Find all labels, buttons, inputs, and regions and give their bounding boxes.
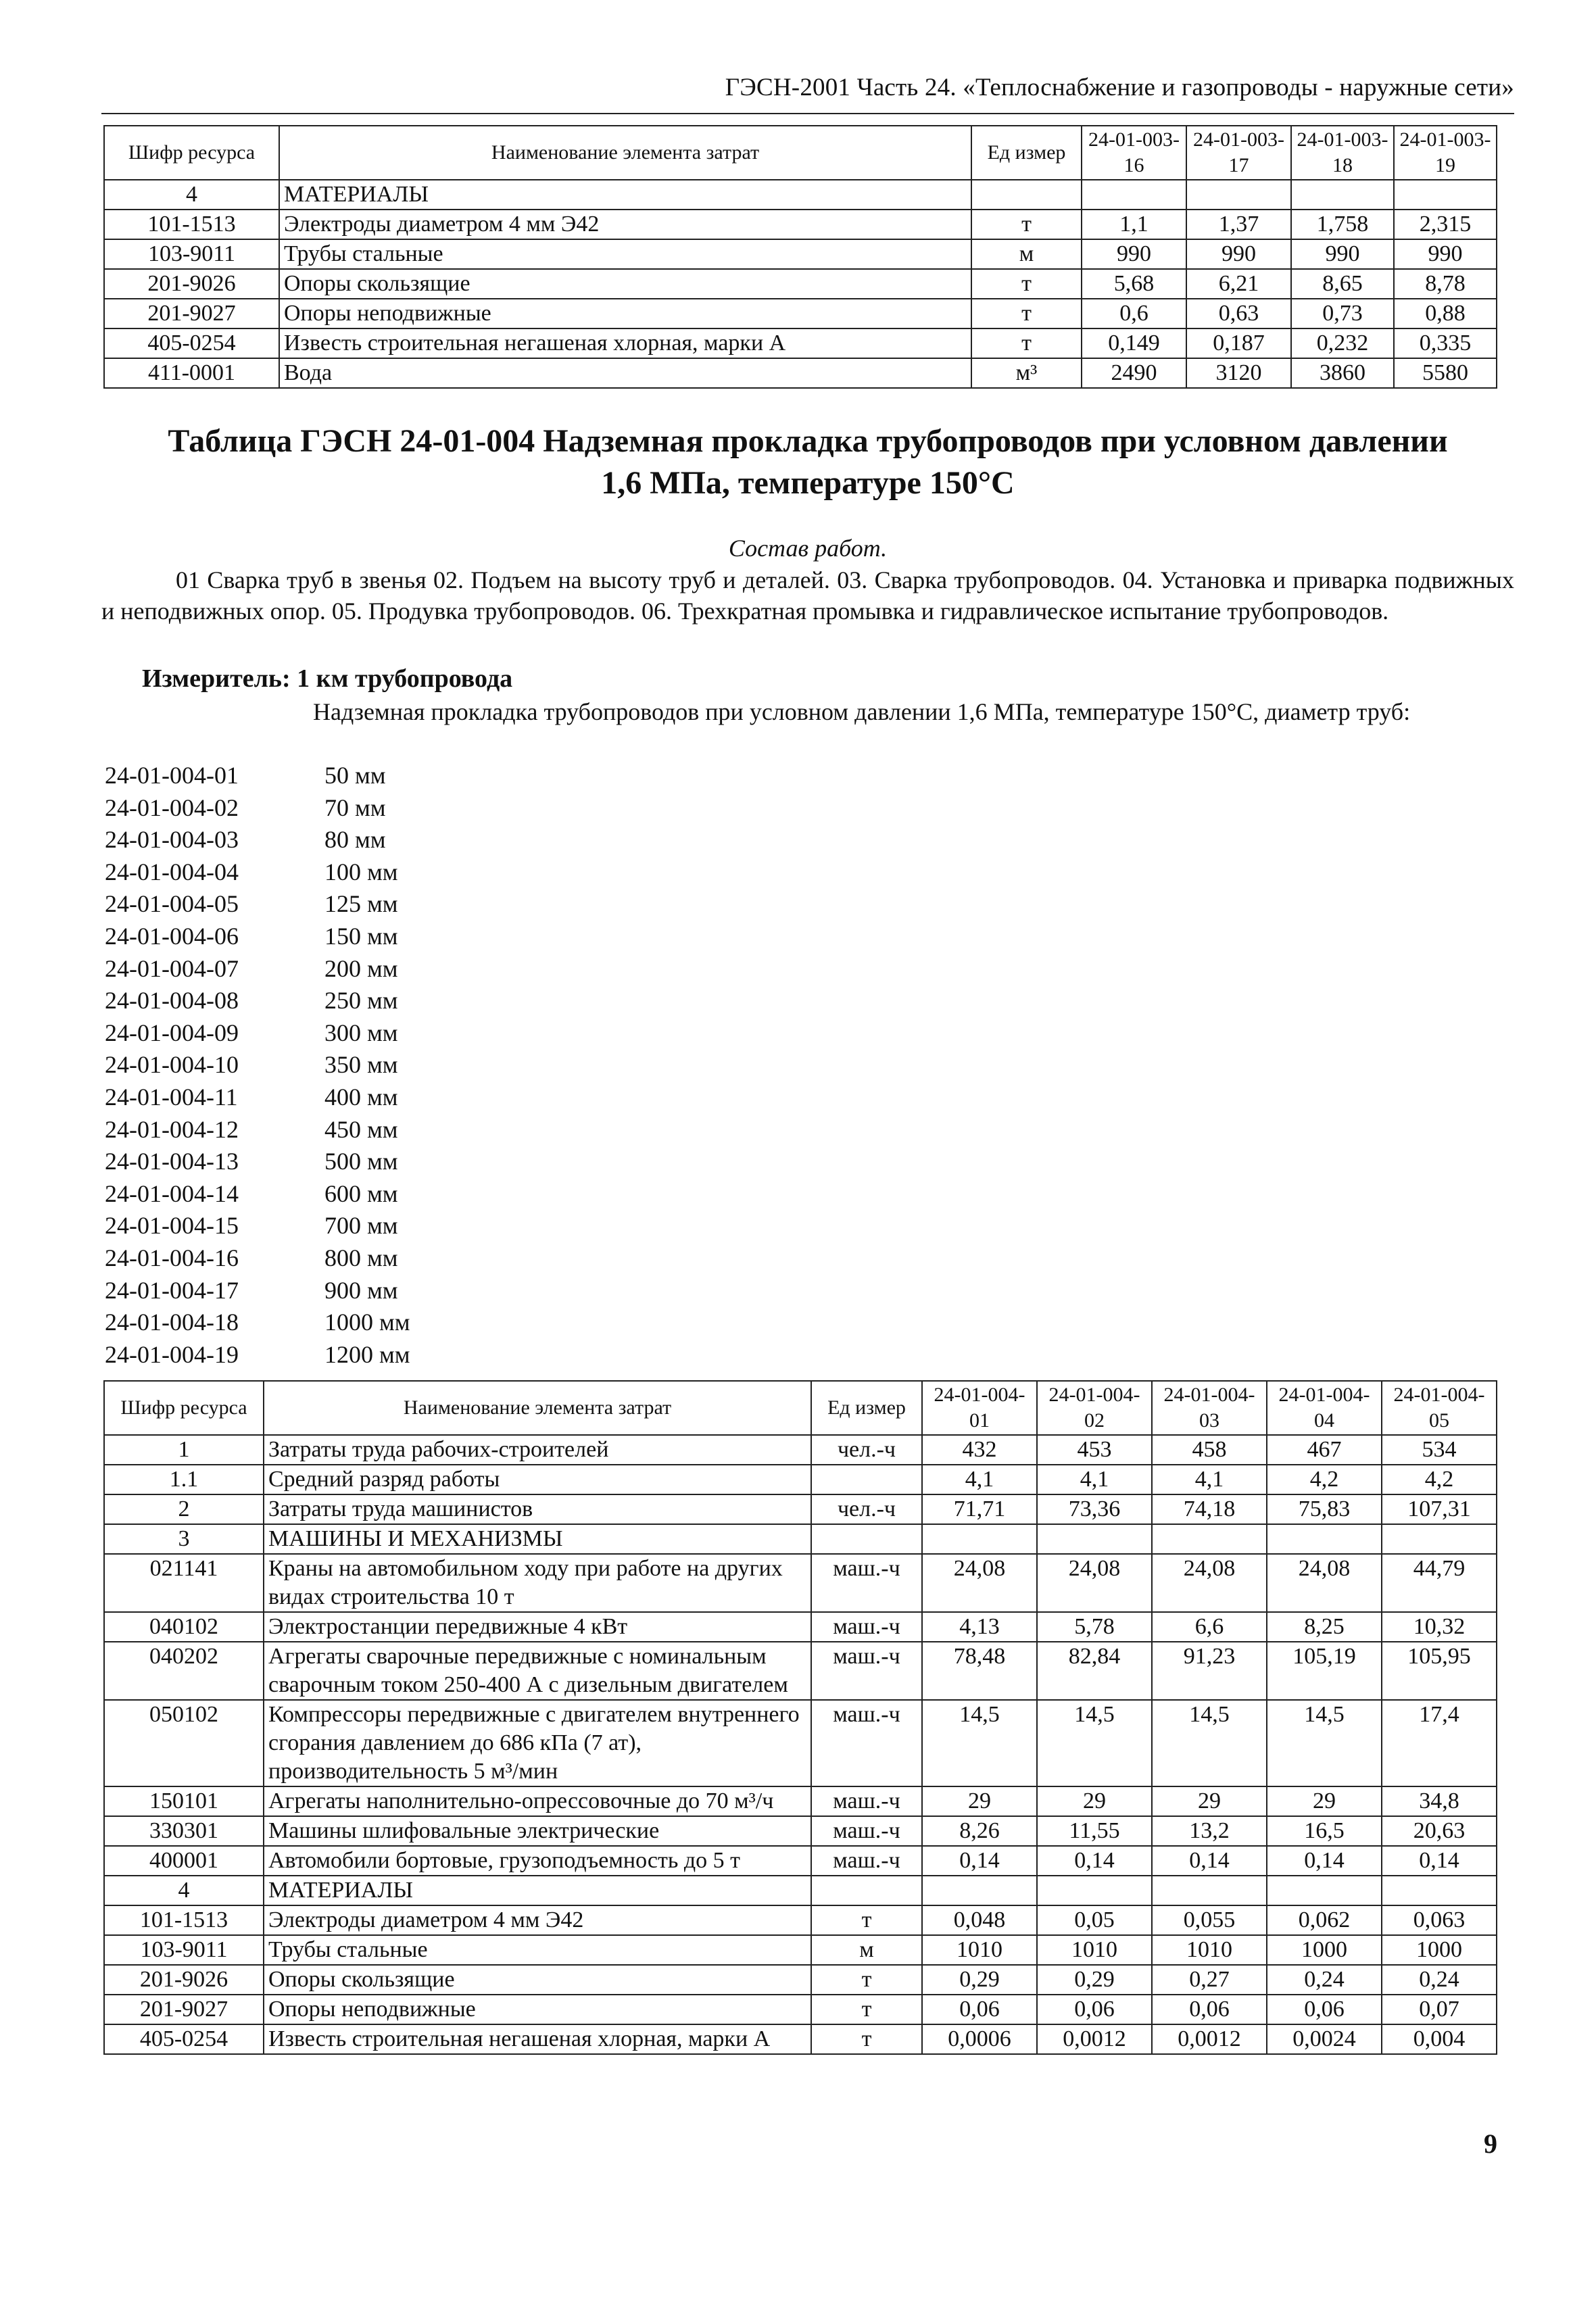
cell-code: 405-0254 [104, 328, 279, 358]
cell-value: 0,063 [1382, 1905, 1497, 1935]
cell-value: 0,24 [1267, 1965, 1382, 1995]
header-col: 24-01-003-18 [1291, 126, 1394, 180]
cell-code: 1.1 [104, 1465, 264, 1494]
cell-unit: маш.-ч [811, 1816, 922, 1846]
code-row [105, 985, 410, 1017]
cell-value [1152, 1524, 1267, 1554]
pipe-diameter: 50 мм [324, 762, 386, 789]
cell-value: 0,63 [1186, 299, 1291, 328]
table-row [104, 328, 1497, 358]
header-unit: Ед измер [811, 1381, 922, 1435]
cell-name: Автомобили бортовые, грузоподъемность до 5 т [264, 1846, 811, 1876]
code-row [105, 1178, 410, 1211]
cell-value: 24,08 [922, 1554, 1037, 1612]
cell-unit: м [811, 1935, 922, 1965]
code-number: 24-01-004-17 [105, 1276, 239, 1304]
cell-code: 400001 [104, 1846, 264, 1876]
code-number: 24-01-004-01 [105, 762, 239, 789]
code-number: 24-01-004-14 [105, 1179, 239, 1207]
cell-value [1291, 180, 1394, 210]
header-code: Шифр ресурса [104, 126, 279, 180]
cell-unit: т [971, 299, 1082, 328]
cell-value: 91,23 [1152, 1642, 1267, 1700]
cell-value: 3860 [1291, 358, 1394, 388]
cell-value: 1000 [1382, 1935, 1497, 1965]
cell-name: Опоры скользящие [264, 1965, 811, 1995]
table-row [104, 239, 1497, 269]
cell-value: 14,5 [922, 1700, 1037, 1786]
cell-value: 107,31 [1382, 1494, 1497, 1524]
header-col: 24-01-003-19 [1394, 126, 1497, 180]
cell-value: 0,232 [1291, 328, 1394, 358]
works-list: 01 Сварка труб в звенья 02. Подъем на высоту труб и деталей. 03. Сварка трубопроводов. 04. Установка и приварка подвижных и неподвижных опор. 05. Продувка трубопроводов. 06. Трехкратная промывка и гидравлическое испытание трубопроводов. [101, 566, 1514, 625]
page-number: 9 [1484, 2128, 1497, 2159]
cell-value: 0,004 [1382, 2024, 1497, 2054]
cell-code: 4 [104, 1876, 264, 1905]
cell-name: Трубы стальные [279, 239, 971, 269]
cell-value: 1010 [922, 1935, 1037, 1965]
pipe-diameter: 600 мм [324, 1179, 398, 1207]
cell-unit: маш.-ч [811, 1786, 922, 1816]
header-name: Наименование элемента затрат [264, 1381, 811, 1435]
cell-value: 0,149 [1082, 328, 1186, 358]
cell-value: 5,68 [1082, 269, 1186, 299]
resource-table-004 [103, 1380, 1497, 2055]
cell-value: 0,062 [1267, 1905, 1382, 1935]
cell-name: Агрегаты наполнительно-опрессовочные до 70 м³/ч [264, 1786, 811, 1816]
cell-value: 71,71 [922, 1494, 1037, 1524]
cell-code: 330301 [104, 1816, 264, 1846]
cell-value: 0,07 [1382, 1995, 1497, 2024]
code-number: 24-01-004-07 [105, 954, 239, 982]
section-title-line2: 1,6 МПа, температуре 150°С [601, 465, 1015, 501]
code-number: 24-01-004-15 [105, 1212, 239, 1240]
cell-value: 2490 [1082, 358, 1186, 388]
table-row [104, 210, 1497, 239]
cell-value [1186, 180, 1291, 210]
cell-value: 1010 [1152, 1935, 1267, 1965]
table-row [104, 269, 1497, 299]
cell-value: 1000 [1267, 1935, 1382, 1965]
cell-value: 13,2 [1152, 1816, 1267, 1846]
cell-code: 101-1513 [104, 210, 279, 239]
table-row [104, 1465, 1497, 1494]
cell-value: 458 [1152, 1435, 1267, 1465]
code-number: 24-01-004-06 [105, 922, 239, 950]
cell-value: 0,14 [922, 1846, 1037, 1876]
cell-value [922, 1876, 1037, 1905]
pipe-diameter: 1200 мм [324, 1340, 410, 1368]
code-row [105, 1242, 410, 1275]
cell-name: Машины шлифовальные электрические [264, 1816, 811, 1846]
cell-value: 24,08 [1267, 1554, 1382, 1612]
cell-value: 14,5 [1037, 1700, 1152, 1786]
code-row [105, 1307, 410, 1339]
table-row [104, 1905, 1497, 1935]
cell-value: 1,758 [1291, 210, 1394, 239]
cell-unit: маш.-ч [811, 1700, 922, 1786]
cell-value: 0,05 [1037, 1905, 1152, 1935]
cell-value: 5,78 [1037, 1612, 1152, 1642]
cell-value: 24,08 [1037, 1554, 1152, 1612]
table-row [104, 1642, 1497, 1700]
cell-code: 405-0254 [104, 2024, 264, 2054]
cell-value [1152, 1876, 1267, 1905]
cell-name: МАТЕРИАЛЫ [264, 1876, 811, 1905]
resource-table-003 [103, 125, 1497, 389]
cell-code: 201-9027 [104, 1995, 264, 2024]
cell-value: 29 [1267, 1786, 1382, 1816]
section-title [101, 420, 1514, 504]
cell-value: 4,2 [1267, 1465, 1382, 1494]
header-rule [101, 113, 1514, 114]
cell-code: 150101 [104, 1786, 264, 1816]
table-row [104, 1494, 1497, 1524]
cell-value: 4,2 [1382, 1465, 1497, 1494]
table-row [104, 1965, 1497, 1995]
cell-code: 021141 [104, 1554, 264, 1612]
cell-value: 467 [1267, 1435, 1382, 1465]
header-col: 24-01-004-05 [1382, 1381, 1497, 1435]
cell-value: 6,6 [1152, 1612, 1267, 1642]
code-row [105, 1339, 410, 1371]
code-row [105, 1049, 410, 1081]
table-row [104, 1700, 1497, 1786]
cell-name: Опоры неподвижные [264, 1995, 811, 2024]
codes-list [105, 760, 410, 1371]
code-number: 24-01-004-02 [105, 794, 239, 821]
cell-value: 534 [1382, 1435, 1497, 1465]
cell-value: 24,08 [1152, 1554, 1267, 1612]
cell-value: 17,4 [1382, 1700, 1497, 1786]
cell-value: 34,8 [1382, 1786, 1497, 1816]
cell-name: Электроды диаметром 4 мм Э42 [264, 1905, 811, 1935]
cell-unit: чел.-ч [811, 1494, 922, 1524]
table-row [104, 1876, 1497, 1905]
cell-code: 411-0001 [104, 358, 279, 388]
cell-unit: т [971, 269, 1082, 299]
cell-value: 0,73 [1291, 299, 1394, 328]
table-row [104, 299, 1497, 328]
cell-value: 0,187 [1186, 328, 1291, 358]
cell-value: 74,18 [1152, 1494, 1267, 1524]
code-number: 24-01-004-08 [105, 987, 239, 1015]
cell-value: 0,14 [1267, 1846, 1382, 1876]
cell-name: Затраты труда машинистов [264, 1494, 811, 1524]
pipe-diameter: 250 мм [324, 987, 398, 1015]
cell-value: 8,65 [1291, 269, 1394, 299]
code-number: 24-01-004-10 [105, 1051, 239, 1079]
cell-value: 0,055 [1152, 1905, 1267, 1935]
cell-value: 82,84 [1037, 1642, 1152, 1700]
cell-unit: маш.-ч [811, 1642, 922, 1700]
cell-value: 105,19 [1267, 1642, 1382, 1700]
code-row [105, 1114, 410, 1146]
pipe-diameter: 1000 мм [324, 1309, 410, 1336]
cell-value: 990 [1291, 239, 1394, 269]
cell-value: 0,88 [1394, 299, 1497, 328]
cell-value [1082, 180, 1186, 210]
cell-value: 0,06 [922, 1995, 1037, 2024]
header-code: Шифр ресурса [104, 1381, 264, 1435]
pipe-diameter: 450 мм [324, 1115, 398, 1143]
code-row [105, 792, 410, 825]
cell-unit: маш.-ч [811, 1612, 922, 1642]
code-number: 24-01-004-09 [105, 1019, 239, 1046]
pipe-diameter: 200 мм [324, 954, 398, 982]
pipe-diameter: 125 мм [324, 890, 398, 918]
table-row [104, 1524, 1497, 1554]
cell-value: 105,95 [1382, 1642, 1497, 1700]
works-heading: Состав работ. [728, 535, 888, 562]
code-row [105, 1146, 410, 1178]
table-row [104, 1612, 1497, 1642]
cell-value: 0,048 [922, 1905, 1037, 1935]
table-row [104, 1995, 1497, 2024]
header-unit: Ед измер [971, 126, 1082, 180]
code-row [105, 1210, 410, 1242]
pipe-diameter: 100 мм [324, 858, 398, 885]
code-row [105, 824, 410, 856]
cell-name: Агрегаты сварочные передвижные с номинальным сварочным током 250-400 А с дизельным двигателем [264, 1642, 811, 1700]
code-row [105, 760, 410, 792]
cell-value [922, 1524, 1037, 1554]
cell-value: 0,14 [1382, 1846, 1497, 1876]
cell-unit: м [971, 239, 1082, 269]
cell-unit: м³ [971, 358, 1082, 388]
code-row [105, 1017, 410, 1050]
cell-value [1267, 1876, 1382, 1905]
table-row [104, 1435, 1497, 1465]
cell-value: 6,21 [1186, 269, 1291, 299]
code-number: 24-01-004-19 [105, 1340, 239, 1368]
cell-value: 0,29 [922, 1965, 1037, 1995]
cell-code: 050102 [104, 1700, 264, 1786]
cell-value: 29 [922, 1786, 1037, 1816]
running-header: ГЭСН-2001 Часть 24. «Теплоснабжение и газопроводы - наружные сети» [725, 74, 1514, 101]
cell-value [1037, 1524, 1152, 1554]
cell-code: 4 [104, 180, 279, 210]
cell-value: 2,315 [1394, 210, 1497, 239]
cell-value: 4,1 [922, 1465, 1037, 1494]
code-number: 24-01-004-16 [105, 1244, 239, 1271]
cell-value: 14,5 [1267, 1700, 1382, 1786]
cell-name: Электростанции передвижные 4 кВт [264, 1612, 811, 1642]
pipe-diameter: 150 мм [324, 922, 398, 950]
cell-value: 1,1 [1082, 210, 1186, 239]
cell-unit [811, 1524, 922, 1554]
cell-value: 4,1 [1152, 1465, 1267, 1494]
cell-value: 453 [1037, 1435, 1152, 1465]
pipe-diameter: 700 мм [324, 1212, 398, 1240]
pipe-diameter: 300 мм [324, 1019, 398, 1046]
cell-value [1382, 1876, 1497, 1905]
cell-value: 8,78 [1394, 269, 1497, 299]
cell-name: Средний разряд работы [264, 1465, 811, 1494]
code-number: 24-01-004-05 [105, 890, 239, 918]
cell-value: 20,63 [1382, 1816, 1497, 1846]
cell-name: Опоры скользящие [279, 269, 971, 299]
cell-value: 0,27 [1152, 1965, 1267, 1995]
code-number: 24-01-004-11 [105, 1083, 238, 1111]
pipe-diameter: 350 мм [324, 1051, 398, 1079]
cell-value: 0,06 [1267, 1995, 1382, 2024]
code-row [105, 953, 410, 985]
cell-value: 1,37 [1186, 210, 1291, 239]
cell-value: 4,1 [1037, 1465, 1152, 1494]
table-row [104, 180, 1497, 210]
cell-name: Вода [279, 358, 971, 388]
cell-name: Известь строительная негашеная хлорная, марки А [279, 328, 971, 358]
table-row [104, 1935, 1497, 1965]
cell-unit: т [811, 1905, 922, 1935]
cell-name: МАШИНЫ И МЕХАНИЗМЫ [264, 1524, 811, 1554]
cell-code: 040102 [104, 1612, 264, 1642]
cell-value: 4,13 [922, 1612, 1037, 1642]
cell-name: Известь строительная негашеная хлорная, марки А [264, 2024, 811, 2054]
cell-value: 29 [1152, 1786, 1267, 1816]
cell-code: 201-9027 [104, 299, 279, 328]
cell-value: 73,36 [1037, 1494, 1152, 1524]
cell-unit [971, 180, 1082, 210]
code-number: 24-01-004-12 [105, 1115, 239, 1143]
cell-value: 990 [1394, 239, 1497, 269]
cell-value: 0,14 [1152, 1846, 1267, 1876]
cell-value: 11,55 [1037, 1816, 1152, 1846]
table-row [104, 1846, 1497, 1876]
header-col: 24-01-004-01 [922, 1381, 1037, 1435]
header-col: 24-01-004-02 [1037, 1381, 1152, 1435]
header-col: 24-01-003-16 [1082, 126, 1186, 180]
pipe-diameter: 80 мм [324, 826, 386, 854]
code-number: 24-01-004-18 [105, 1309, 239, 1336]
cell-name: Трубы стальные [264, 1935, 811, 1965]
table-row [104, 1816, 1497, 1846]
cell-value [1382, 1524, 1497, 1554]
cell-value: 432 [922, 1435, 1037, 1465]
cell-value: 44,79 [1382, 1554, 1497, 1612]
code-number: 24-01-004-03 [105, 826, 239, 854]
code-number: 24-01-004-04 [105, 858, 239, 885]
cell-value: 3120 [1186, 358, 1291, 388]
table-description: Надземная прокладка трубопроводов при условном давлении 1,6 МПа, температуре 150°С, диаметр труб: [313, 698, 1411, 725]
cell-value [1394, 180, 1497, 210]
cell-code: 040202 [104, 1642, 264, 1700]
section-title-line1: Таблица ГЭСН 24-01-004 Надземная прокладка трубопроводов при условном давлении [168, 423, 1448, 459]
cell-value: 0,24 [1382, 1965, 1497, 1995]
cell-name: Затраты труда рабочих-строителей [264, 1435, 811, 1465]
cell-name: Компрессоры передвижные с двигателем внутреннего сгорания давлением до 686 кПа (7 ат), производительность 5 м³/мин [264, 1700, 811, 1786]
cell-code: 103-9011 [104, 239, 279, 269]
cell-value: 8,26 [922, 1816, 1037, 1846]
cell-value: 5580 [1394, 358, 1497, 388]
cell-unit: т [811, 2024, 922, 2054]
cell-value: 1010 [1037, 1935, 1152, 1965]
header-col: 24-01-003-17 [1186, 126, 1291, 180]
cell-code: 3 [104, 1524, 264, 1554]
cell-value: 0,0012 [1152, 2024, 1267, 2054]
cell-unit: маш.-ч [811, 1846, 922, 1876]
cell-value: 0,06 [1037, 1995, 1152, 2024]
cell-code: 1 [104, 1435, 264, 1465]
cell-value: 990 [1186, 239, 1291, 269]
cell-unit: чел.-ч [811, 1435, 922, 1465]
cell-value [1267, 1524, 1382, 1554]
cell-value: 0,6 [1082, 299, 1186, 328]
cell-value: 0,14 [1037, 1846, 1152, 1876]
cell-value: 0,335 [1394, 328, 1497, 358]
cell-value: 14,5 [1152, 1700, 1267, 1786]
cell-unit: т [971, 210, 1082, 239]
header-name: Наименование элемента затрат [279, 126, 971, 180]
cell-unit: маш.-ч [811, 1554, 922, 1612]
pipe-diameter: 800 мм [324, 1244, 398, 1271]
pipe-diameter: 500 мм [324, 1148, 398, 1175]
cell-code: 201-9026 [104, 269, 279, 299]
measure-unit: Измеритель: 1 км трубопровода [142, 664, 513, 693]
cell-unit: т [811, 1965, 922, 1995]
cell-unit: т [971, 328, 1082, 358]
cell-unit: т [811, 1995, 922, 2024]
code-row [105, 1081, 410, 1114]
cell-code: 2 [104, 1494, 264, 1524]
cell-name: Краны на автомобильном ходу при работе на других видах строительства 10 т [264, 1554, 811, 1612]
cell-value: 78,48 [922, 1642, 1037, 1700]
cell-value: 16,5 [1267, 1816, 1382, 1846]
pipe-diameter: 400 мм [324, 1083, 398, 1111]
pipe-diameter: 70 мм [324, 794, 386, 821]
cell-name: Опоры неподвижные [279, 299, 971, 328]
pipe-diameter: 900 мм [324, 1276, 398, 1304]
cell-value: 0,0006 [922, 2024, 1037, 2054]
cell-value: 29 [1037, 1786, 1152, 1816]
cell-value: 0,29 [1037, 1965, 1152, 1995]
cell-unit [811, 1876, 922, 1905]
table-row [104, 358, 1497, 388]
cell-value: 0,0024 [1267, 2024, 1382, 2054]
table-row [104, 2024, 1497, 2054]
cell-value: 10,32 [1382, 1612, 1497, 1642]
cell-value [1037, 1876, 1152, 1905]
table-row [104, 1554, 1497, 1612]
table-row [104, 1786, 1497, 1816]
header-col: 24-01-004-04 [1267, 1381, 1382, 1435]
cell-name: МАТЕРИАЛЫ [279, 180, 971, 210]
code-row [105, 921, 410, 953]
code-row [105, 888, 410, 921]
code-row [105, 1275, 410, 1307]
cell-code: 201-9026 [104, 1965, 264, 1995]
cell-name: Электроды диаметром 4 мм Э42 [279, 210, 971, 239]
cell-value: 75,83 [1267, 1494, 1382, 1524]
cell-code: 103-9011 [104, 1935, 264, 1965]
cell-value: 0,0012 [1037, 2024, 1152, 2054]
code-row [105, 856, 410, 889]
cell-unit [811, 1465, 922, 1494]
header-col: 24-01-004-03 [1152, 1381, 1267, 1435]
cell-value: 990 [1082, 239, 1186, 269]
cell-code: 101-1513 [104, 1905, 264, 1935]
cell-value: 0,06 [1152, 1995, 1267, 2024]
code-number: 24-01-004-13 [105, 1148, 239, 1175]
cell-value: 8,25 [1267, 1612, 1382, 1642]
